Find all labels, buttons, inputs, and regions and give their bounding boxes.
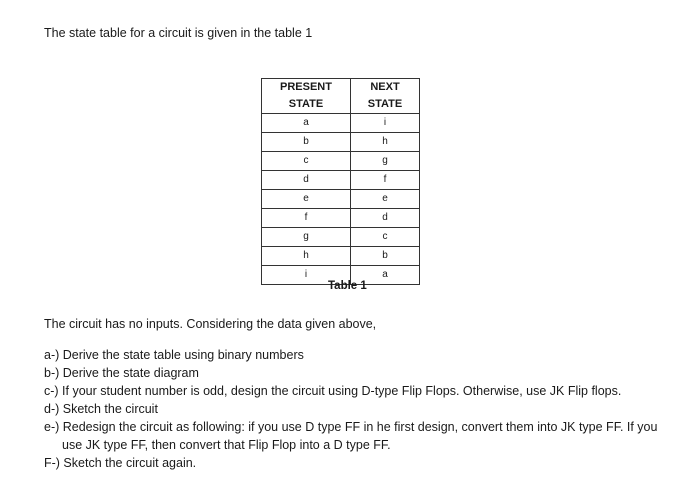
- table-row: [262, 152, 420, 171]
- next-state-cell: h: [351, 133, 420, 152]
- question-c: c-) If your student number is odd, design the circuit using D-type Flip Flops. Otherwise, use JK Flip flops.: [44, 384, 622, 398]
- problem-statement: The circuit has no inputs. Considering the data given above,: [44, 317, 377, 331]
- next-state-cell: i: [351, 114, 420, 133]
- next-state-cell: f: [351, 171, 420, 190]
- table-row: [262, 228, 420, 247]
- present-state-cell: c: [262, 152, 351, 171]
- present-state-cell: i: [262, 266, 351, 285]
- state-table: [261, 78, 420, 285]
- table-header-row: [262, 79, 420, 114]
- header-present-state: [262, 79, 351, 114]
- question-list: [44, 346, 680, 472]
- question-b: b-) Derive the state diagram: [44, 366, 199, 380]
- present-state-cell: f: [262, 209, 351, 228]
- present-state-cell: e: [262, 190, 351, 209]
- header-next-line2: STATE: [367, 98, 403, 110]
- table-row: [262, 190, 420, 209]
- table-row: [262, 133, 420, 152]
- intro-text: The state table for a circuit is given in the table 1: [44, 26, 313, 40]
- present-state-cell: g: [262, 228, 351, 247]
- next-state-cell: g: [351, 152, 420, 171]
- next-state-cell: b: [351, 247, 420, 266]
- next-state-cell: c: [351, 228, 420, 247]
- header-next-state: [351, 79, 420, 114]
- table-row: [262, 114, 420, 133]
- header-present-line1: PRESENT: [280, 81, 332, 93]
- present-state-cell: b: [262, 133, 351, 152]
- question-e: e-) Redesign the circuit as following: if you use D type FF in he first design, convert them into JK type FF. If you use JK type FF, then convert that Flip Flop into a D type FF.: [44, 420, 658, 452]
- present-state-cell: d: [262, 171, 351, 190]
- header-next-line1: NEXT: [370, 81, 400, 93]
- table-row: [262, 247, 420, 266]
- next-state-cell: d: [351, 209, 420, 228]
- next-state-cell: e: [351, 190, 420, 209]
- question-f: F-) Sketch the circuit again.: [44, 456, 197, 470]
- header-present-line2: STATE: [288, 98, 324, 110]
- question-d: d-) Sketch the circuit: [44, 402, 158, 416]
- table-row: [262, 209, 420, 228]
- table-caption: Table 1: [328, 280, 367, 292]
- present-state-cell: a: [262, 114, 351, 133]
- table-row: [262, 171, 420, 190]
- present-state-cell: h: [262, 247, 351, 266]
- next-state-cell: a: [351, 266, 420, 285]
- question-a: a-) Derive the state table using binary numbers: [44, 348, 304, 362]
